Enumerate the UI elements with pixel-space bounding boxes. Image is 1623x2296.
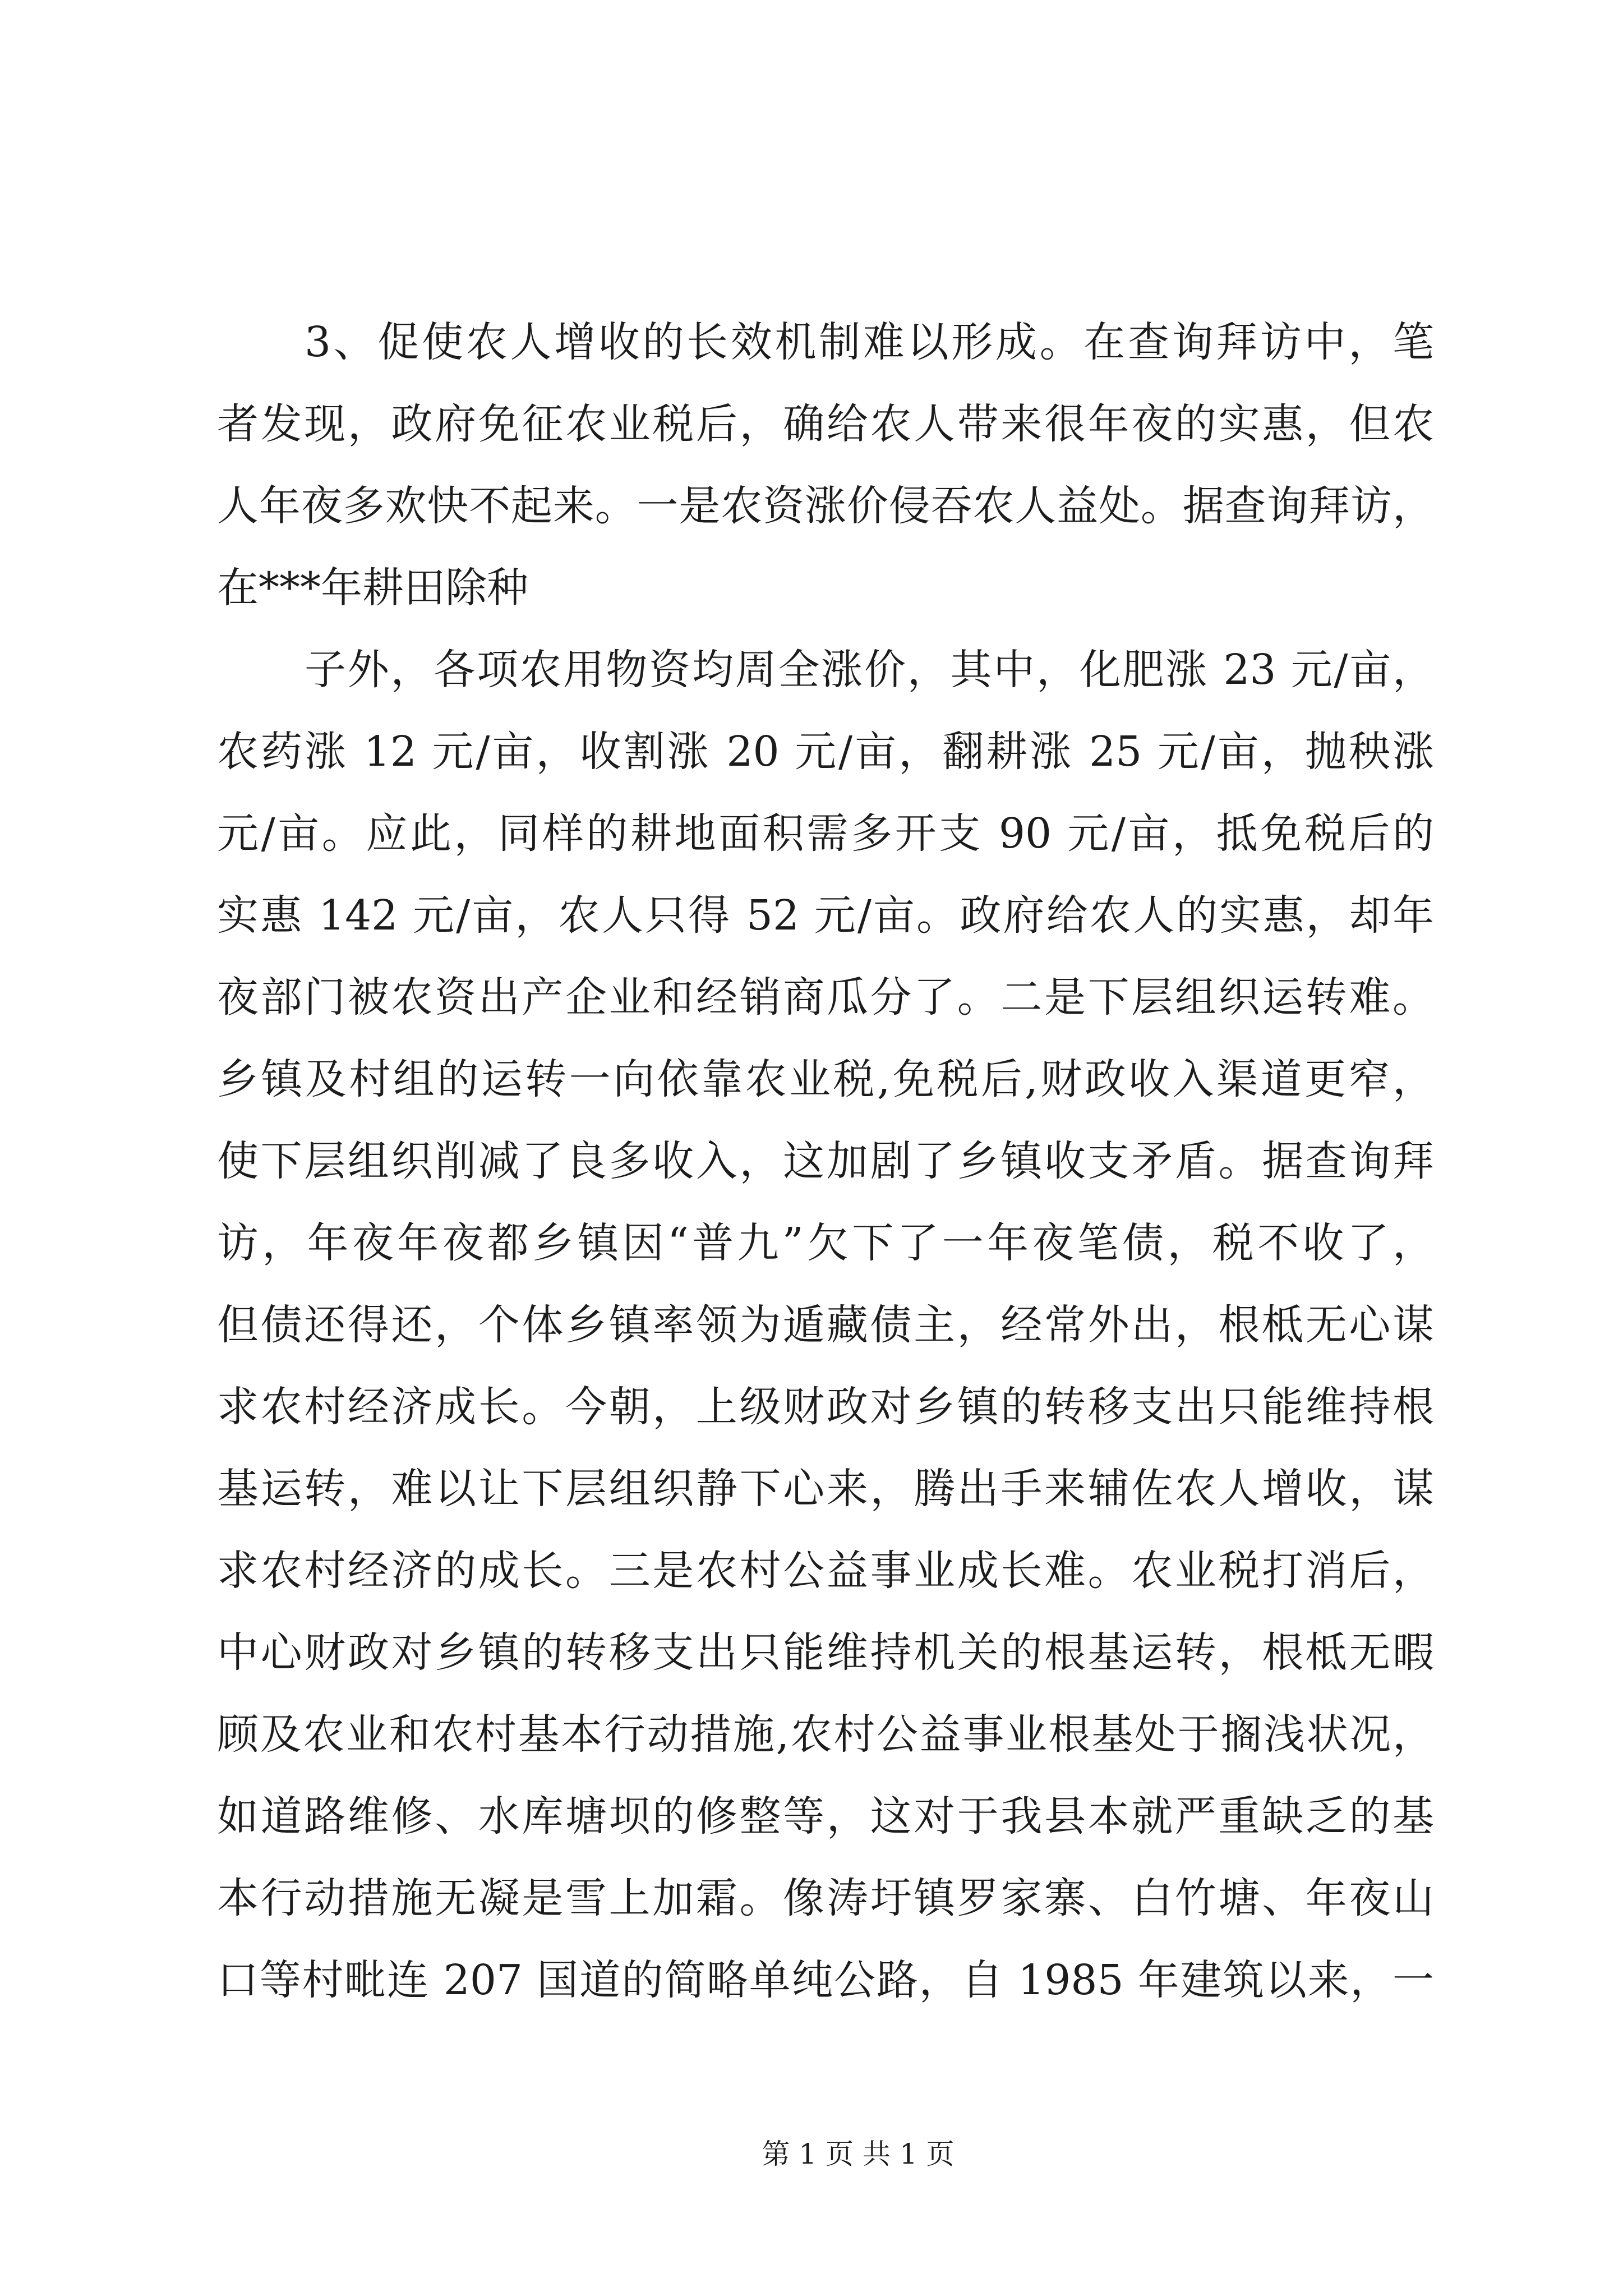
text-line: 求农村经济的成长。三是农村公益事业成长难。农业税打消后，	[217, 1547, 1434, 1595]
text-line: 人年夜多欢快不起来。一是农资涨价侵吞农人益处。据查询拜访，	[217, 482, 1434, 530]
text-line: 在***年耕田除种	[217, 564, 528, 612]
text-line: 3、促使农人增收的长效机制难以形成。在查询拜访中，笔	[305, 318, 1434, 366]
text-line: 基运转，难以让下层组织静下心来，腾出手来辅佐农人增收，谋	[217, 1465, 1434, 1513]
paragraph-2	[217, 629, 1434, 2021]
text-line: 访，年夜年夜都乡镇因“普九”欠下了一年夜笔债，税不收了，	[217, 1219, 1434, 1267]
text-line: 子外，各项农用物资均周全涨价，其中，化肥涨 23 元/亩，	[305, 646, 1434, 694]
text-line: 乡镇及村组的运转一向依靠农业税,免税后,财政收入渠道更窄，	[217, 1055, 1434, 1103]
text-line: 实惠 142 元/亩，农人只得 52 元/亩。政府给农人的实惠，却年	[217, 891, 1434, 940]
text-line: 使下层组织削减了良多收入，这加剧了乡镇收支矛盾。据查询拜	[217, 1137, 1434, 1185]
text-line: 顾及农业和农村基本行动措施,农村公益事业根基处于搁浅状况，	[217, 1710, 1434, 1759]
text-line: 者发现，政府免征农业税后，确给农人带来很年夜的实惠，但农	[217, 400, 1434, 448]
text-line: 本行动措施无凝是雪上加霜。像涛圩镇罗家寨、白竹塘、年夜山	[217, 1874, 1434, 1922]
text-line: 夜部门被农资出产企业和经销商瓜分了。二是下层组织运转难。	[217, 973, 1434, 1022]
text-line: 求农村经济成长。今朝，上级财政对乡镇的转移支出只能维持根	[217, 1383, 1434, 1431]
text-line: 中心财政对乡镇的转移支出只能维持机关的根基运转，根柢无暇	[217, 1628, 1434, 1677]
page-number-footer: 第 1 页 共 1 页	[762, 2138, 955, 2170]
text-line: 元/亩。应此，同样的耕地面积需多开支 90 元/亩，抵免税后的	[217, 809, 1434, 858]
text-line: 农药涨 12 元/亩，收割涨 20 元/亩，翻耕涨 25 元/亩，抛秧涨	[217, 728, 1434, 776]
text-line: 如道路维修、水库塘坝的修整等，这对于我县本就严重缺乏的基	[217, 1792, 1434, 1841]
text-line: 口等村毗连 207 国道的简略单纯公路，自 1985 年建筑以来，一	[217, 1956, 1434, 2004]
paragraph-1	[217, 301, 1434, 629]
text-line: 但债还得还，个体乡镇率领为遁藏债主，经常外出，根柢无心谋	[217, 1301, 1434, 1349]
document-body	[217, 301, 1434, 2021]
